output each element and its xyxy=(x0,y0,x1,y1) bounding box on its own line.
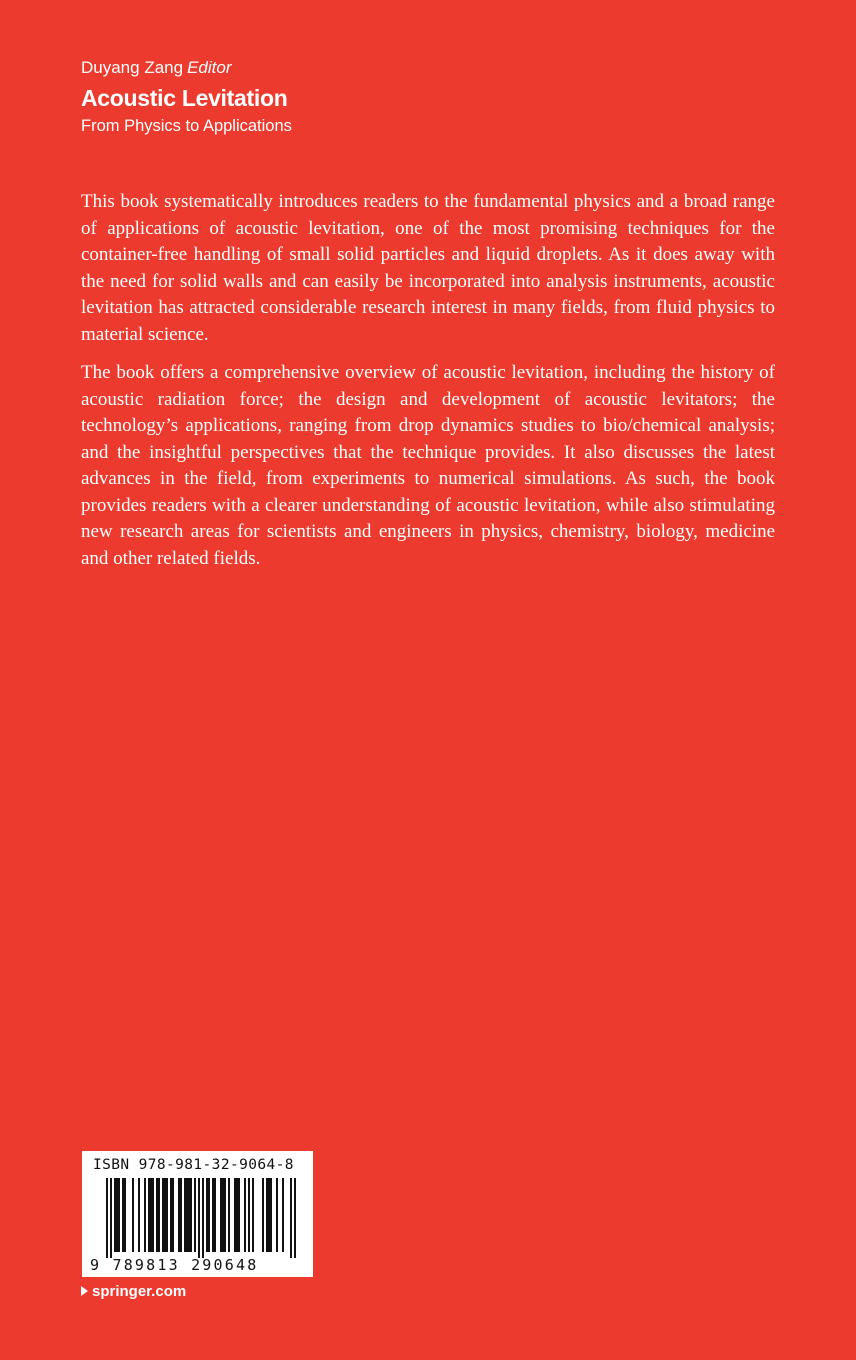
barcode-bar xyxy=(106,1178,108,1258)
barcode-bar xyxy=(186,1178,188,1252)
barcode-bar xyxy=(164,1178,166,1252)
barcode-bar xyxy=(138,1178,140,1252)
barcode-bar xyxy=(178,1178,180,1252)
isbn-barcode-box xyxy=(82,1151,313,1277)
barcode-bar xyxy=(290,1178,292,1258)
barcode-bar xyxy=(214,1178,216,1252)
publisher-url: springer.com xyxy=(92,1283,187,1300)
barcode-bar xyxy=(228,1178,230,1252)
barcode-bar xyxy=(170,1178,172,1252)
publisher-link[interactable] xyxy=(81,1283,186,1301)
barcode-bar xyxy=(122,1178,124,1252)
cover-header xyxy=(81,57,781,137)
barcode-bar xyxy=(190,1178,192,1252)
barcode-bar xyxy=(148,1178,150,1252)
description-paragraph: The book offers a comprehensive overview of acoustic levitation, including the history of acoustic radiation force; the design and development of acoustic levitators; the technology’s applications, ranging from drop dynamics studies to bio/chemical analysis; and the insightful perspectives that the technique provides. It also discusses the latest advances in the field, from experiments to numerical simulations. As such, the book provides readers with a clearer understanding of acoustic levitation, while also stimulating new research areas for scientists and engineers in physics, chemistry, biology, medicine and other related fields. xyxy=(81,362,775,569)
barcode-bar xyxy=(222,1178,224,1252)
barcode-bar xyxy=(116,1178,118,1252)
barcode-bar xyxy=(202,1178,204,1258)
barcode-bar xyxy=(110,1178,112,1258)
book-description xyxy=(81,189,775,584)
book-subtitle: From Physics to Applications xyxy=(81,117,292,135)
barcode-bar xyxy=(208,1178,210,1252)
barcode-bar xyxy=(180,1178,182,1252)
barcode-image xyxy=(82,1178,313,1258)
barcode-bar xyxy=(252,1178,254,1252)
barcode-bar xyxy=(166,1178,168,1252)
barcode-bar xyxy=(212,1178,214,1252)
barcode-bar xyxy=(172,1178,174,1252)
triangle-right-icon xyxy=(81,1286,88,1296)
barcode-bar xyxy=(276,1178,278,1252)
barcode-bar xyxy=(150,1178,152,1252)
author-name: Duyang Zang xyxy=(81,58,184,77)
barcode-bar xyxy=(162,1178,164,1252)
author-role: Editor xyxy=(187,58,232,77)
barcode-bar xyxy=(266,1178,268,1252)
barcode-bar xyxy=(248,1178,250,1252)
barcode-bar xyxy=(270,1178,272,1252)
description-paragraph: This book systematically introduces readers to the fundamental physics and a broad range of applications of acoustic levitation, one of the most promising techniques for the container-free handling of small solid particles and liquid droplets. As it does away with the need for solid walls and can easily be incorporated into analysis instruments, acoustic levitation has attracted considerable research interest in many fields, from fluid physics to material science. xyxy=(81,191,775,345)
barcode-bar xyxy=(152,1178,154,1252)
barcode-bar xyxy=(184,1178,186,1252)
barcode-bar xyxy=(118,1178,120,1252)
barcode-bar xyxy=(236,1178,238,1252)
barcode-bar xyxy=(244,1178,246,1252)
barcode-bar xyxy=(198,1178,200,1258)
editor-line xyxy=(81,57,781,79)
barcode-bar xyxy=(124,1178,126,1252)
barcode-bar xyxy=(114,1178,116,1252)
barcode-bar xyxy=(132,1178,134,1252)
barcode-bar xyxy=(262,1178,264,1252)
barcode-bar xyxy=(238,1178,240,1252)
barcode-bar xyxy=(294,1178,296,1258)
barcode-bar xyxy=(144,1178,146,1252)
isbn-label: ISBN 978-981-32-9064-8 xyxy=(93,1157,294,1173)
barcode-bar xyxy=(220,1178,222,1252)
barcode-bar xyxy=(194,1178,196,1252)
barcode-bar xyxy=(206,1178,208,1252)
barcode-bar xyxy=(188,1178,190,1252)
barcode-bar xyxy=(224,1178,226,1252)
book-title: Acoustic Levitation xyxy=(81,85,288,111)
ean-digits: 9 789813 290648 xyxy=(90,1256,259,1274)
barcode-bar xyxy=(234,1178,236,1252)
barcode-bar xyxy=(268,1178,270,1252)
barcode-bar xyxy=(156,1178,158,1252)
barcode-bar xyxy=(282,1178,284,1252)
barcode-bar xyxy=(158,1178,160,1252)
